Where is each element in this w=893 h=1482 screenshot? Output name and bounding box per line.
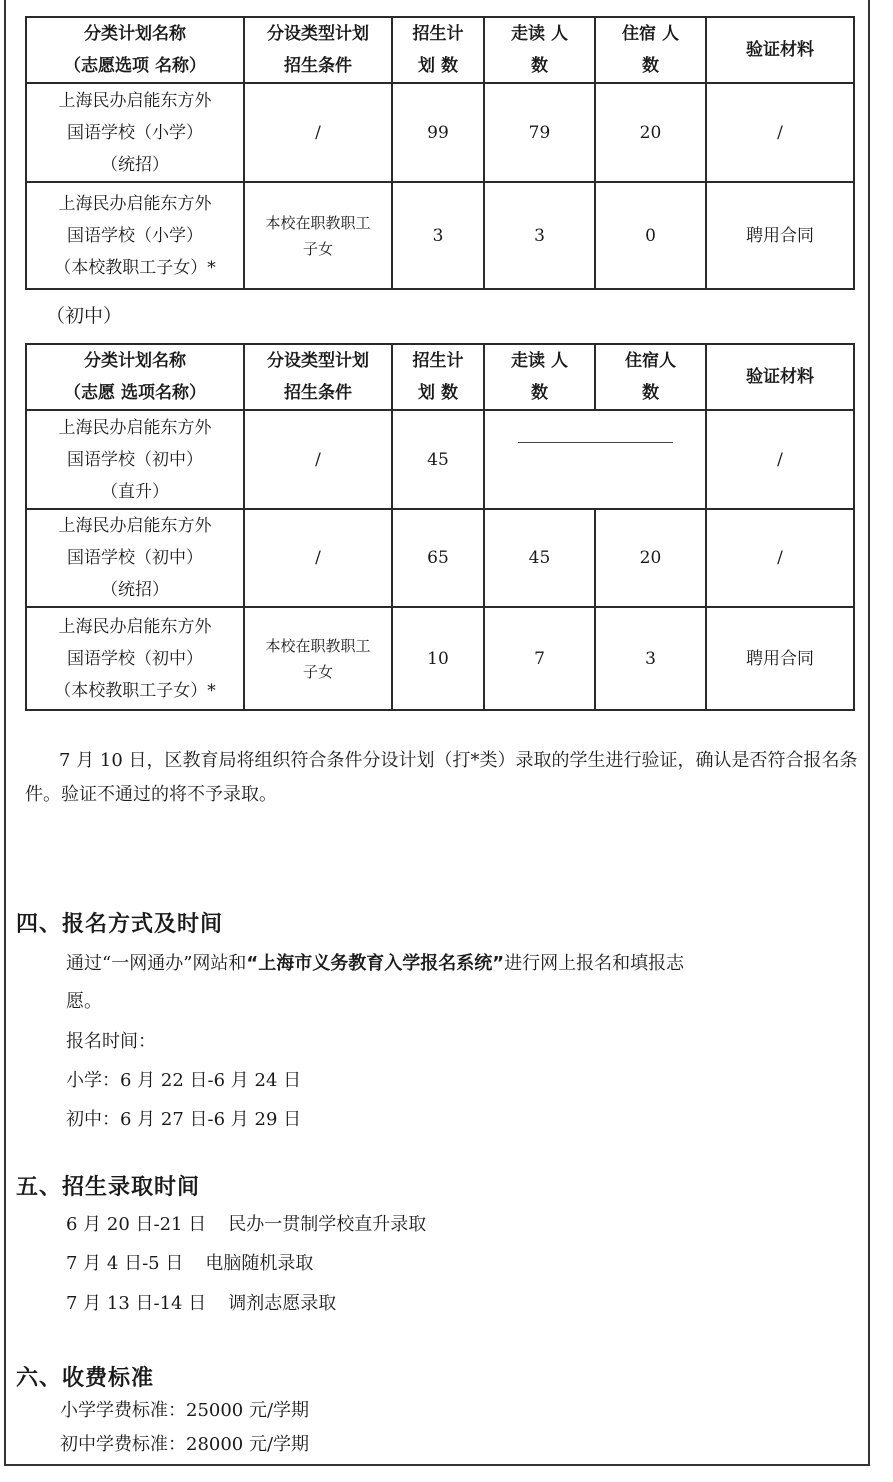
verification-paragraph: 7 月 10 日，区教育局将组织符合条件分设计划（打*类）录取的学生进行验证，确认是否符合报名条件。验证不通过的将不予录取。 (25, 750, 858, 805)
section-4-title: 四、报名方式及时间 (16, 912, 224, 937)
schedule-item (66, 1251, 313, 1277)
header-verify-material: 验证材料 (706, 17, 854, 83)
row-board-count: 0 (595, 182, 706, 289)
table-row (26, 509, 854, 607)
middle-fee: 初中学费标准：28000 元/学期 (60, 1434, 310, 1455)
schedule-item (66, 1291, 336, 1317)
schedule-desc: 民办一贯制学校直升录取 (228, 1214, 427, 1235)
header-plan-count: 招生计 划 数 (392, 344, 484, 410)
schedule-date: 6 月 20 日-21 日 (66, 1214, 207, 1235)
header-plan-name: 分类计划名称 （志愿选项 名称） (26, 17, 244, 83)
method-system-name: “上海市义务教育入学报名系统” (246, 953, 505, 974)
row-material: 聘用合同 (706, 607, 854, 710)
table-header-row (26, 344, 854, 410)
schedule-date: 7 月 4 日-5 日 (66, 1253, 184, 1274)
row-material: / (706, 410, 854, 509)
table-row (26, 182, 854, 289)
row-board-count: 20 (595, 509, 706, 607)
primary-registration-time: 小学：6 月 22 日-6 月 24 日 (66, 1070, 302, 1091)
row-material: 聘用合同 (706, 182, 854, 289)
row-condition: / (244, 83, 392, 182)
header-day-students: 走读 人 数 (484, 344, 595, 410)
row-material: / (706, 83, 854, 182)
table-row (26, 607, 854, 710)
section-6-title: 六、收费标准 (16, 1366, 155, 1391)
page-border-right (868, 0, 870, 1466)
row-day-count: 7 (484, 607, 595, 710)
table-header-row (26, 17, 854, 83)
header-condition: 分设类型计划 招生条件 (244, 17, 392, 83)
row-condition: / (244, 509, 392, 607)
row-material: / (706, 509, 854, 607)
row-plan-name: 上海民办启能东方外 国语学校（初中） （统招） (26, 509, 244, 607)
schedule-date: 7 月 13 日-14 日 (66, 1293, 207, 1314)
empty-dash-line (518, 442, 673, 443)
header-boarding-students: 住宿 人 数 (595, 17, 706, 83)
header-plan-name: 分类计划名称 （志愿 选项名称） (26, 344, 244, 410)
row-plan-name: 上海民办启能东方外 国语学校（小学） （本校教职工子女）* (26, 182, 244, 289)
row-day-board-merged (484, 410, 706, 509)
page-border-bottom (4, 1464, 870, 1466)
section-5-title: 五、招生录取时间 (16, 1175, 201, 1200)
header-condition: 分设类型计划 招生条件 (244, 344, 392, 410)
row-plan-name: 上海民办启能东方外 国语学校（初中） （直升） (26, 410, 244, 509)
row-day-count: 79 (484, 83, 595, 182)
registration-method-line-end: 愿。 (66, 991, 102, 1012)
row-condition: 本校在职教职工 子女 (244, 607, 392, 710)
schedule-desc: 调剂志愿录取 (228, 1293, 337, 1314)
row-plan-count: 10 (392, 607, 484, 710)
middle-plan-table (25, 343, 855, 711)
row-plan-name: 上海民办启能东方外 国语学校（初中） （本校教职工子女）* (26, 607, 244, 710)
primary-fee: 小学学费标准：25000 元/学期 (60, 1400, 310, 1421)
primary-plan-table (25, 16, 855, 290)
row-board-count: 20 (595, 83, 706, 182)
middle-registration-time: 初中：6 月 27 日-6 月 29 日 (66, 1109, 302, 1130)
row-condition: / (244, 410, 392, 509)
schedule-desc: 电脑随机录取 (205, 1253, 314, 1274)
row-day-count: 45 (484, 509, 595, 607)
row-plan-count: 65 (392, 509, 484, 607)
row-plan-count: 45 (392, 410, 484, 509)
row-plan-name: 上海民办启能东方外 国语学校（小学） （统招） (26, 83, 244, 182)
row-plan-count: 99 (392, 83, 484, 182)
row-day-count: 3 (484, 182, 595, 289)
header-verify-material: 验证材料 (706, 344, 854, 410)
table-row (26, 410, 854, 509)
schedule-item (66, 1212, 426, 1238)
header-day-students: 走读 人 数 (484, 17, 595, 83)
page-border-left (4, 0, 6, 1466)
row-condition: 本校在职教职工 子女 (244, 182, 392, 289)
middle-school-label: （初中） (46, 305, 123, 327)
method-text-pre: 通过“一网通办”网站和 (66, 953, 247, 974)
registration-method-line (66, 951, 684, 977)
method-text-post: 进行网上报名和填报志 (504, 953, 685, 974)
header-boarding-students: 住宿人 数 (595, 344, 706, 410)
header-plan-count: 招生计 划 数 (392, 17, 484, 83)
row-plan-count: 3 (392, 182, 484, 289)
table-row (26, 83, 854, 182)
registration-time-label: 报名时间： (66, 1031, 156, 1052)
row-board-count: 3 (595, 607, 706, 710)
